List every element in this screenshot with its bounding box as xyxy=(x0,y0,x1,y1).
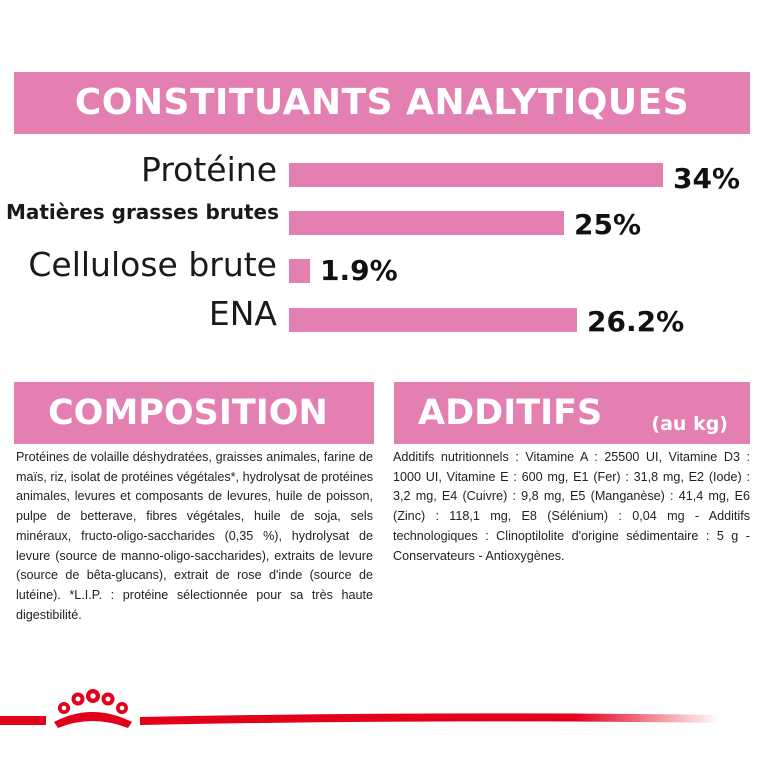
value-fat: 25% xyxy=(574,208,642,241)
value-ena: 26.2% xyxy=(587,305,685,338)
row-label-protein: Protéine xyxy=(141,150,277,189)
footer-line-left xyxy=(0,716,46,725)
composition-title-banner xyxy=(14,382,374,444)
analytic-title: CONSTITUANTS ANALYTIQUES xyxy=(74,82,690,123)
royal-crown-logo-icon xyxy=(54,689,132,728)
row-label-fat: Matières grasses brutes xyxy=(5,200,279,224)
row-label-fiber: Cellulose brute xyxy=(28,245,277,284)
value-fiber: 1.9% xyxy=(320,254,398,287)
additifs-title: ADDITIFS xyxy=(418,393,603,433)
composition-title: COMPOSITION xyxy=(48,393,328,433)
additifs-title-banner xyxy=(394,382,750,444)
bar-fat xyxy=(289,211,564,235)
footer-line-right xyxy=(140,713,720,725)
bar-fiber xyxy=(289,259,310,283)
bar-protein xyxy=(289,163,663,187)
value-protein: 34% xyxy=(673,162,741,195)
additifs-unit: (au kg) xyxy=(651,413,728,435)
additifs-text: Additifs nutritionnels : Vitamine A : 25500 UI, Vitamine D3 : 1000 UI, Vitamine E : 600 mg, E1 (Fer) : 31,8 mg, E2 (Iode) : 3,2 mg, E4 (Cuivre) : 9,8 mg, E5 (Manganèse) : 41,4 mg, E6 (Zinc) : 118,1 mg, E8 (Sélénium) : 0,04 mg - Additifs technologiques : Clinoptilolite d'origine sédimentaire : 5 g - Conservateurs - Antioxygènes. xyxy=(393,450,750,563)
analytic-title-banner xyxy=(14,72,750,134)
composition-text: Protéines de volaille déshydratées, graisses animales, farine de maïs, riz, isolat de protéines végétales*, hydrolysat de protéines animales, levures et composants de levures, huile de poisson, pulpe de betterave, fibres végétales, huile de soja, sels minéraux, fructo-oligo-saccharides (0,35 %), hydrolysat de levure (source de manno-oligo-saccharides), extraits de levure (source de bêta-glucans), extrait de rose d'inde (source de lutéine). *L.I.P. : protéine sélectionnée pour sa très haute digestibilité. xyxy=(16,450,373,622)
brand-footer xyxy=(0,684,765,744)
row-label-ena: ENA xyxy=(208,294,277,333)
bar-ena xyxy=(289,308,577,332)
